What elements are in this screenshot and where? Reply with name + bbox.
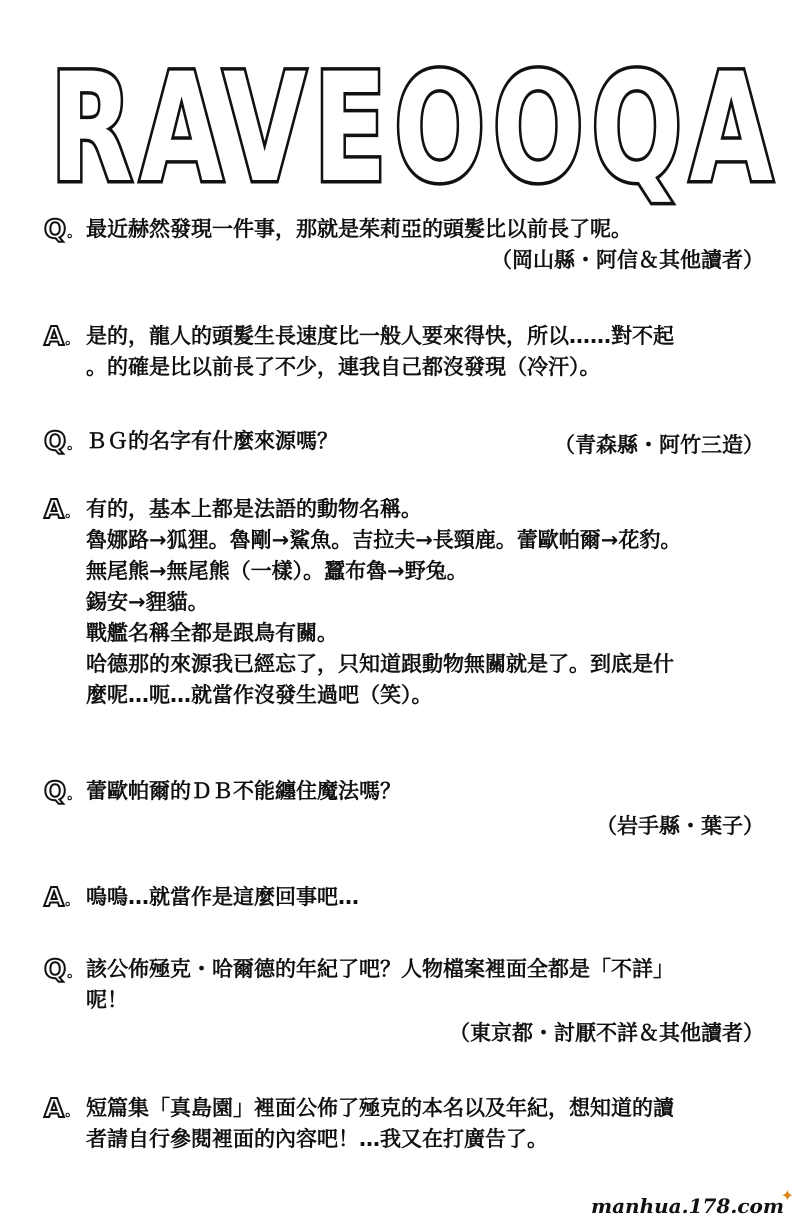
qa-block-7: [44, 954, 764, 1049]
question-mark-icon: Q 。: [44, 954, 82, 985]
reader-credit: （岩手縣・葉子）: [596, 814, 764, 838]
answer-text: 有的，基本上都是法語的動物名稱。: [86, 497, 422, 521]
question-mark-icon: Q 。: [44, 214, 82, 245]
title-lettering: [48, 42, 788, 216]
question-text: 呢！: [86, 988, 128, 1012]
title-text: RAVEOOQA: [50, 42, 780, 216]
question-text: 該公佈殛克・哈爾德的年紀了吧？人物檔案裡面全都是「不詳」: [86, 957, 674, 981]
reader-credit: （東京都・討厭不詳＆其他讀者）: [449, 1021, 764, 1045]
answer-text: 者請自行參閱裡面的內容吧！…我又在打廣告了。: [86, 1127, 548, 1151]
answer-text: 是的，龍人的頭髮生長速度比一般人要來得快，所以……對不起: [86, 324, 674, 348]
question-text: 蕾歐帕爾的ＤＢ不能纏住魔法嗎？: [86, 779, 401, 803]
qa-block-3: [44, 426, 764, 461]
reader-credit: （岡山縣・阿信＆其他讀者）: [491, 248, 764, 272]
answer-mark-icon: A 。: [44, 1093, 80, 1124]
qa-block-2: [44, 321, 764, 383]
answer-text: 嗚嗚…就當作是這麼回事吧…: [86, 885, 359, 909]
qa-block-5: [44, 776, 764, 842]
qa-block-6: [44, 882, 764, 913]
answer-text: 無尾熊→無尾熊（一樣）。蠶布魯→野兔。: [86, 559, 468, 583]
question-text: ＢＧ的名字有什麼來源嗎？: [86, 429, 338, 453]
star-icon: ✦: [780, 1186, 794, 1205]
answer-text: 戰艦名稱全都是跟鳥有關。: [86, 621, 338, 645]
qa-block-8: [44, 1093, 764, 1155]
qa-block-4: [44, 494, 764, 711]
answer-text: 錫安→貍貓。: [86, 590, 209, 614]
question-text: 最近赫然發現一件事，那就是茱莉亞的頭髮比以前長了呢。: [86, 217, 632, 241]
answer-text: 。的確是比以前長了不少，連我自己都沒發現（冷汗）。: [86, 355, 601, 379]
reader-credit: （青森縣・阿竹三造）: [554, 433, 764, 457]
answer-mark-icon: A 。: [44, 882, 80, 913]
site-watermark: manhua.178.com: [590, 1194, 784, 1218]
answer-mark-icon: A 。: [44, 494, 80, 525]
answer-text: 魯娜路→狐狸。魯剛→鯊魚。吉拉夫→長頸鹿。蕾歐帕爾→花豹。: [86, 528, 682, 552]
answer-text: 哈德那的來源我已經忘了，只知道跟動物無關就是了。到底是什: [86, 652, 674, 676]
page-title: [48, 42, 788, 216]
qa-block-1: [44, 214, 764, 276]
answer-text: 麼呢…呃…就當作沒發生過吧（笑）。: [86, 683, 433, 707]
answer-text: 短篇集「真島園」裡面公佈了殛克的本名以及年紀，想知道的讀: [86, 1096, 674, 1120]
question-mark-icon: Q 。: [44, 426, 82, 457]
answer-mark-icon: A 。: [44, 321, 80, 352]
question-mark-icon: Q 。: [44, 776, 82, 807]
